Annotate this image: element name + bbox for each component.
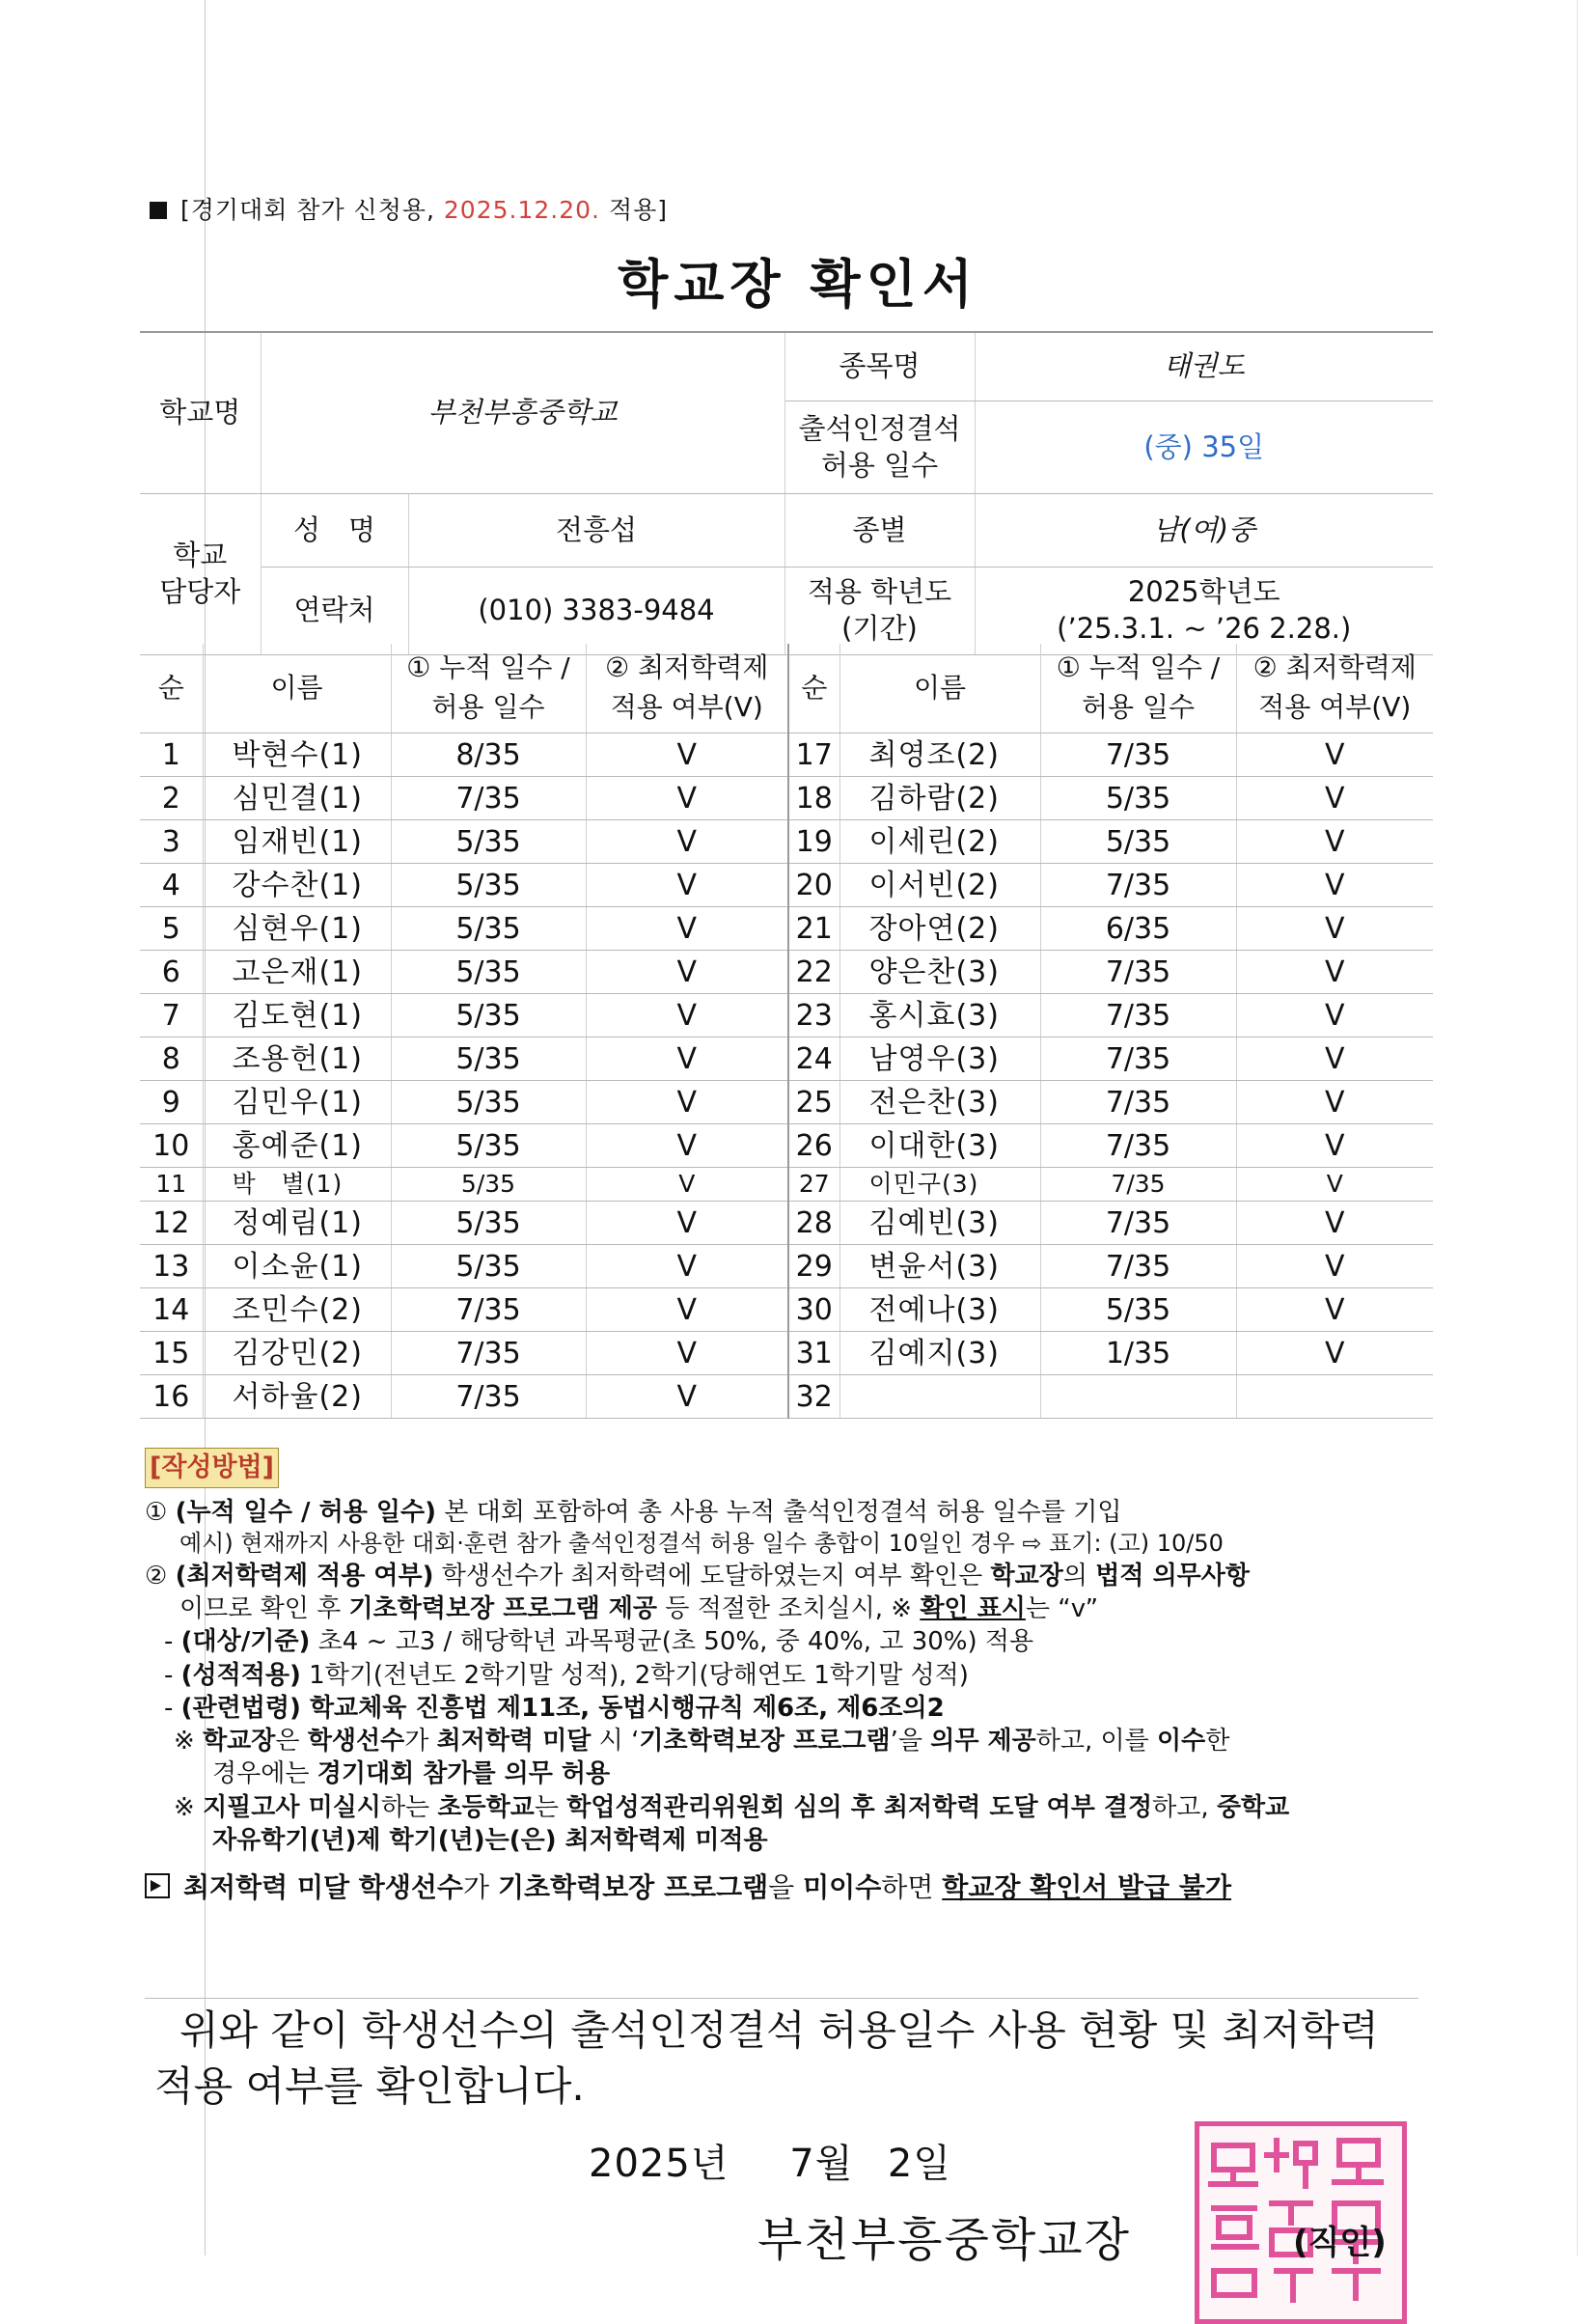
event-value: 태권도 [975,332,1433,401]
cell-name: 서하율(2) [203,1375,391,1419]
header-days-left: ① 누적 일수 / 허용 일수 [391,644,586,733]
cell-check: V [1236,1245,1433,1288]
roster-row [140,1202,1433,1245]
cell-name: 박 별(1) [203,1168,391,1202]
cell-days: 7/35 [1040,1038,1236,1081]
roster-row [140,1288,1433,1332]
cell-no: 2 [140,777,203,820]
cell-check: V [586,733,788,777]
cell-days: 5/35 [391,820,586,864]
cell-days: 7/35 [391,1375,586,1419]
cell-days: 5/35 [391,864,586,907]
cell-no: 15 [140,1332,203,1375]
contact-value: (010) 3383-9484 [408,567,784,655]
cell-no: 21 [788,907,839,951]
cell-no: 27 [788,1168,839,1202]
cell-check [1236,1375,1433,1419]
guide-note-2-line2: 자유학기(년)제 학기(년)는(은) 최저학력제 미적용 [212,1826,768,1856]
cell-name: 정예림(1) [203,1202,391,1245]
cell-check: V [586,994,788,1038]
contact-label: 연락처 [261,567,408,655]
cell-days: 7/35 [1040,733,1236,777]
cell-days: 5/35 [1040,1288,1236,1332]
cell-name: 장아연(2) [839,907,1040,951]
roster-row [140,907,1433,951]
cell-days: 7/35 [1040,951,1236,994]
document-title: 학교장 확인서 [618,254,978,315]
cell-check: V [586,1168,788,1202]
cell-no: 22 [788,951,839,994]
cell-days: 5/35 [391,951,586,994]
absence-value: (중) 35일 [975,401,1433,494]
cell-no: 11 [140,1168,203,1202]
cell-check: V [1236,1038,1433,1081]
roster-row [140,1245,1433,1288]
roster-row [140,951,1433,994]
cell-name: 김도현(1) [203,994,391,1038]
guide-final-warning: 최저학력 미달 학생선수가 기초학력보장 프로그램을 미이수하면 학교장 확인서 발급 불가 [145,1870,1428,1906]
cell-no: 28 [788,1202,839,1245]
event-label: 종목명 [784,332,975,401]
absence-label: 출석인정결석 허용 일수 [784,401,975,494]
guide-note-1-line2: 경우에는 경기대회 참가를 의무 허용 [212,1759,611,1789]
roster-row [140,1168,1433,1202]
cell-no: 14 [140,1288,203,1332]
cell-check: V [1236,1168,1433,1202]
header-name-left: 이름 [203,644,391,733]
guide-heading: [작성방법] [145,1448,279,1488]
header-check-left: ② 최저학력제 적용 여부(V) [586,644,788,733]
cell-name: 양은찬(3) [839,951,1040,994]
header-no-left: 순 [140,644,203,733]
year-label: 적용 학년도 (기간) [784,567,975,655]
cell-days: 5/35 [391,907,586,951]
cell-no: 4 [140,864,203,907]
cell-check: V [586,1038,788,1081]
info-table [140,331,1433,655]
cell-check: V [586,1375,788,1419]
cell-days: 5/35 [391,1202,586,1245]
cell-check: V [1236,907,1433,951]
cell-name: 이세린(2) [839,820,1040,864]
cell-days: 5/35 [391,1038,586,1081]
cell-days: 7/35 [1040,1124,1236,1168]
cell-no: 7 [140,994,203,1038]
cell-no: 3 [140,820,203,864]
guide-sub-2: - (성적적용) 1학기(전년도 2학기말 성적), 2학기(당해연도 1학기말 성적) [164,1660,969,1690]
guide-item-1-example: 예시) 현재까지 사용한 대회·훈련 참가 출석인정결석 허용 일수 총합이 10일인 경우 ⇨ 표기: (고) 10/50 [179,1529,1224,1557]
cell-no: 12 [140,1202,203,1245]
cell-name: 이서빈(2) [839,864,1040,907]
guide-item-2-line2: 이므로 확인 후 기초학력보장 프로그램 제공 등 적절한 조치실시, ※ 확인 표시는 “v” [179,1593,1099,1623]
cell-no: 13 [140,1245,203,1288]
cell-no: 32 [788,1375,839,1419]
manager-label: 학교 담당자 [140,494,261,655]
cell-no: 29 [788,1245,839,1288]
cell-name: 남영우(3) [839,1038,1040,1081]
cell-name: 김하람(2) [839,777,1040,820]
cell-check: V [586,820,788,864]
cell-no: 5 [140,907,203,951]
cell-name: 최영조(2) [839,733,1040,777]
cell-check: V [586,1202,788,1245]
cell-days: 7/35 [1040,994,1236,1038]
cell-no: 20 [788,864,839,907]
cell-no: 23 [788,994,839,1038]
cell-name: 박현수(1) [203,733,391,777]
cell-no: 31 [788,1332,839,1375]
header-name-right: 이름 [839,644,1040,733]
cell-name: 심민결(1) [203,777,391,820]
cell-days: 7/35 [1040,1245,1236,1288]
cell-no: 30 [788,1288,839,1332]
confirmation-statement: 위와 같이 학생선수의 출석인정결석 허용일수 사용 현황 및 최저학력 적용 여부를 확인합니다. [154,2006,1379,2110]
cell-days: 1/35 [1040,1332,1236,1375]
cell-name: 이소윤(1) [203,1245,391,1288]
cell-name: 김예빈(3) [839,1202,1040,1245]
cell-name: 변윤서(3) [839,1245,1040,1288]
cell-no: 10 [140,1124,203,1168]
cell-days: 7/35 [1040,1202,1236,1245]
cell-name: 전예나(3) [839,1288,1040,1332]
guide-note-2: ※ 지필고사 미실시하는 초등학교는 학업성적관리위원회 심의 후 최저학력 도달 여부 결정하고, 중학교 [174,1792,1290,1822]
cell-check: V [1236,864,1433,907]
cell-no: 18 [788,777,839,820]
cell-check: V [586,1081,788,1124]
school-label: 학교명 [140,332,261,494]
cell-check: V [1236,777,1433,820]
roster-table [140,644,1433,1419]
cell-days: 5/35 [391,1168,586,1202]
gender-value: 남(여)중 [975,494,1433,567]
cell-days: 7/35 [1040,864,1236,907]
cell-days: 7/35 [1040,1081,1236,1124]
cell-check: V [586,907,788,951]
cell-check: V [1236,733,1433,777]
cell-no: 9 [140,1081,203,1124]
cell-days: 7/35 [391,1288,586,1332]
cell-check: V [1236,820,1433,864]
header-note-date: 2025.12.20. [443,196,600,224]
cell-check: V [586,777,788,820]
cell-no: 16 [140,1375,203,1419]
guide-sub-3: - (관련법령) 학교체육 진흥법 제11조, 동법시행규칙 제6조, 제6조의2 [164,1693,945,1723]
roster-row [140,733,1433,777]
cell-name: 이대한(3) [839,1124,1040,1168]
header-days-right: ① 누적 일수 / 허용 일수 [1040,644,1236,733]
roster-row [140,1124,1433,1168]
cell-days: 5/35 [391,1081,586,1124]
cell-days: 8/35 [391,733,586,777]
cell-days [1040,1375,1236,1419]
cell-no: 6 [140,951,203,994]
cell-check: V [1236,1332,1433,1375]
cell-check: V [1236,951,1433,994]
cell-check: V [586,864,788,907]
cell-check: V [1236,1202,1433,1245]
cell-name: 이민구(3) [839,1168,1040,1202]
bullet-square-icon [150,202,167,219]
cell-name: 조민수(2) [203,1288,391,1332]
cell-no: 26 [788,1124,839,1168]
cell-name: 전은찬(3) [839,1081,1040,1124]
guide-note-1: ※ 학교장은 학생선수가 최저학력 미달 시 ‘기초학력보장 프로그램’을 의무 제공하고, 이를 이수한 [174,1727,1230,1757]
arrow-box-icon [145,1873,170,1898]
roster-row [140,1038,1433,1081]
cell-days: 5/35 [391,1245,586,1288]
cell-check: V [586,1245,788,1288]
cell-days: 7/35 [1040,1168,1236,1202]
roster-row [140,994,1433,1038]
cell-days: 5/35 [391,994,586,1038]
cell-check: V [1236,994,1433,1038]
cell-no: 17 [788,733,839,777]
year-value: 2025학년도 (’25.3.1. ~ ’26 2.28.) [975,567,1433,655]
cell-name: 조용헌(1) [203,1038,391,1081]
header-check-right: ② 최저학력제 적용 여부(V) [1236,644,1433,733]
section-divider [145,1998,1418,1999]
school-value: 부천부흥중학교 [261,332,784,494]
issue-date: 2025년 7월 2일 [589,2142,951,2186]
cell-name [839,1375,1040,1419]
cell-check: V [1236,1124,1433,1168]
name-value: 전흥섭 [408,494,784,567]
cell-name: 김민우(1) [203,1081,391,1124]
cell-name: 심현우(1) [203,907,391,951]
roster-row [140,1375,1433,1419]
cell-check: V [1236,1081,1433,1124]
guide-item-1: ① (누적 일수 / 허용 일수) 본 대회 포함하여 총 사용 누적 출석인정결석 허용 일수를 기입 [145,1497,1122,1527]
cell-days: 6/35 [1040,907,1236,951]
cell-days: 5/35 [391,1124,586,1168]
guide-sub-1: - (대상/기준) 초4 ~ 고3 / 해당학년 과목평균(초 50%, 중 40%, 고 30%) 적용 [164,1627,1034,1657]
school-head-signature: 부천부흥중학교장 [757,2213,1131,2267]
cell-check: V [586,1288,788,1332]
cell-name: 김강민(2) [203,1332,391,1375]
cell-name: 고은재(1) [203,951,391,994]
cell-days: 7/35 [391,777,586,820]
cell-no: 19 [788,820,839,864]
writing-guide [145,1448,1428,1906]
gender-label: 종별 [784,494,975,567]
roster-row [140,1332,1433,1375]
cell-name: 강수찬(1) [203,864,391,907]
roster-row [140,820,1433,864]
roster-row [140,1081,1433,1124]
name-label: 성 명 [261,494,408,567]
guide-item-2: ② (최저학력제 적용 여부) 학생선수가 최저학력에 도달하였는지 여부 확인은 학교장의 법적 의무사항 [145,1561,1251,1591]
cell-name: 김예지(3) [839,1332,1040,1375]
cell-check: V [586,951,788,994]
cell-check: V [1236,1288,1433,1332]
header-no-right: 순 [788,644,839,733]
cell-no: 8 [140,1038,203,1081]
roster-row [140,777,1433,820]
seal-note: (직인) [1293,2224,1387,2262]
cell-name: 홍시효(3) [839,994,1040,1038]
cell-check: V [586,1124,788,1168]
cell-days: 5/35 [1040,777,1236,820]
cell-name: 임재빈(1) [203,820,391,864]
cell-no: 1 [140,733,203,777]
cell-no: 24 [788,1038,839,1081]
cell-name: 홍예준(1) [203,1124,391,1168]
header-note: [경기대회 참가 신청용, 2025.12.20. 적용] [150,191,668,226]
cell-days: 7/35 [391,1332,586,1375]
cell-no: 25 [788,1081,839,1124]
cell-days: 5/35 [1040,820,1236,864]
roster-row [140,864,1433,907]
scan-edge-line-right [1577,0,1578,2255]
cell-check: V [586,1332,788,1375]
